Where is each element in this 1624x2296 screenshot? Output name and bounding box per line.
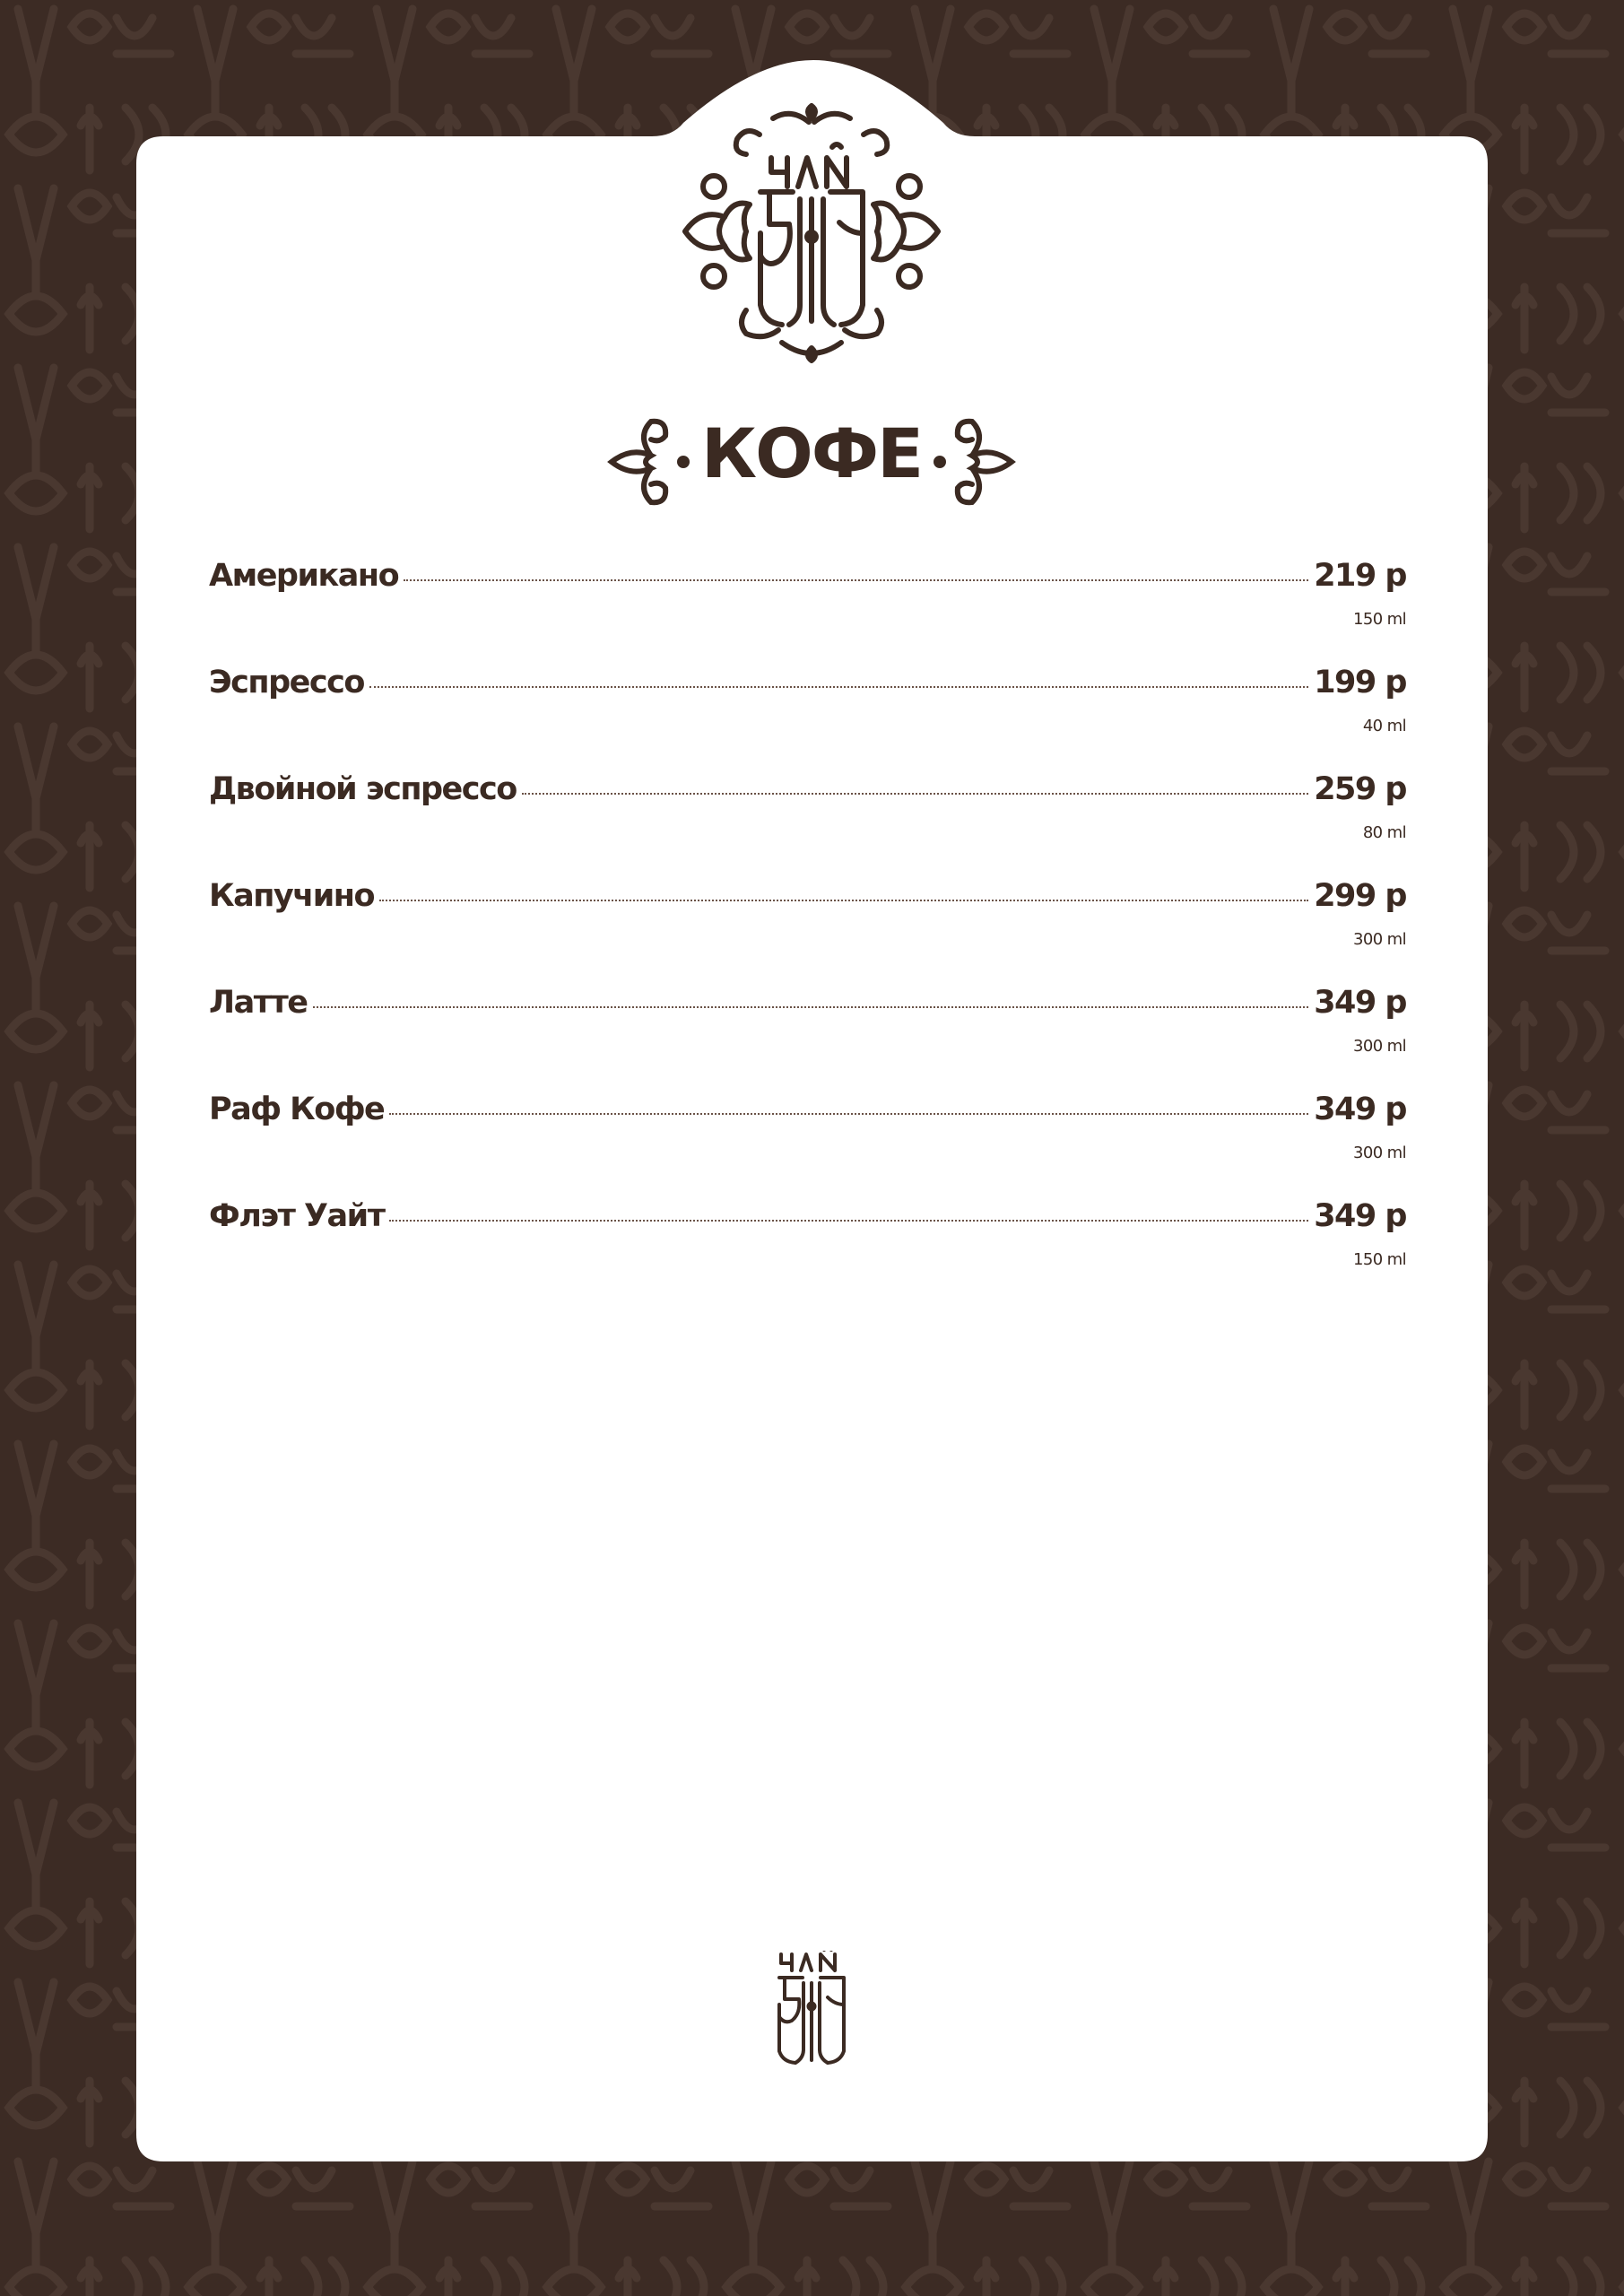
menu-item — [209, 771, 1406, 878]
dotted-leader — [404, 579, 1308, 581]
menu-item-price: 299 р — [1314, 878, 1406, 914]
menu-item-name: Латте — [209, 985, 308, 1021]
menu-item-price: 259 р — [1314, 771, 1406, 807]
menu-item — [209, 1091, 1406, 1198]
menu-item — [209, 985, 1406, 1091]
section-title — [610, 413, 1013, 511]
dotted-leader — [379, 900, 1308, 901]
dotted-leader — [389, 1113, 1308, 1115]
menu-item-name: Американо — [209, 558, 399, 594]
menu-item-name: Капучино — [209, 878, 375, 914]
dotted-leader — [522, 793, 1308, 795]
menu-item — [209, 558, 1406, 665]
menu-item — [209, 1198, 1406, 1305]
menu-item-price: 349 р — [1314, 985, 1406, 1021]
menu-item-price: 219 р — [1314, 558, 1406, 594]
menu-item-price: 349 р — [1314, 1091, 1406, 1127]
page-title: КОФЕ — [700, 413, 922, 493]
menu-item-volume: 80 ml — [1362, 823, 1406, 842]
dotted-leader — [369, 686, 1308, 688]
dotted-leader — [389, 1220, 1308, 1222]
menu-item-volume: 300 ml — [1352, 1037, 1406, 1056]
menu-item-name: Раф Кофе — [209, 1091, 385, 1127]
menu-list — [209, 558, 1406, 1305]
menu-item-volume: 300 ml — [1352, 930, 1406, 949]
menu-item — [209, 665, 1406, 771]
menu-item-volume: 40 ml — [1362, 717, 1406, 735]
menu-item-price: 199 р — [1314, 665, 1406, 700]
menu-item-name: Флэт Уайт — [209, 1198, 385, 1234]
flourish-right-icon — [911, 413, 1019, 511]
menu-item-name: Эспрессо — [209, 665, 364, 700]
chai-monogram-icon — [776, 1951, 847, 2066]
menu-item-volume: 150 ml — [1352, 1250, 1406, 1269]
menu-item-price: 349 р — [1314, 1198, 1406, 1234]
menu-item-volume: 300 ml — [1352, 1144, 1406, 1162]
dotted-leader — [313, 1006, 1309, 1008]
menu-item-volume: 150 ml — [1352, 610, 1406, 629]
menu-item — [209, 878, 1406, 985]
menu-item-name: Двойной эспрессо — [209, 771, 517, 807]
chai-emblem-icon — [674, 99, 949, 364]
